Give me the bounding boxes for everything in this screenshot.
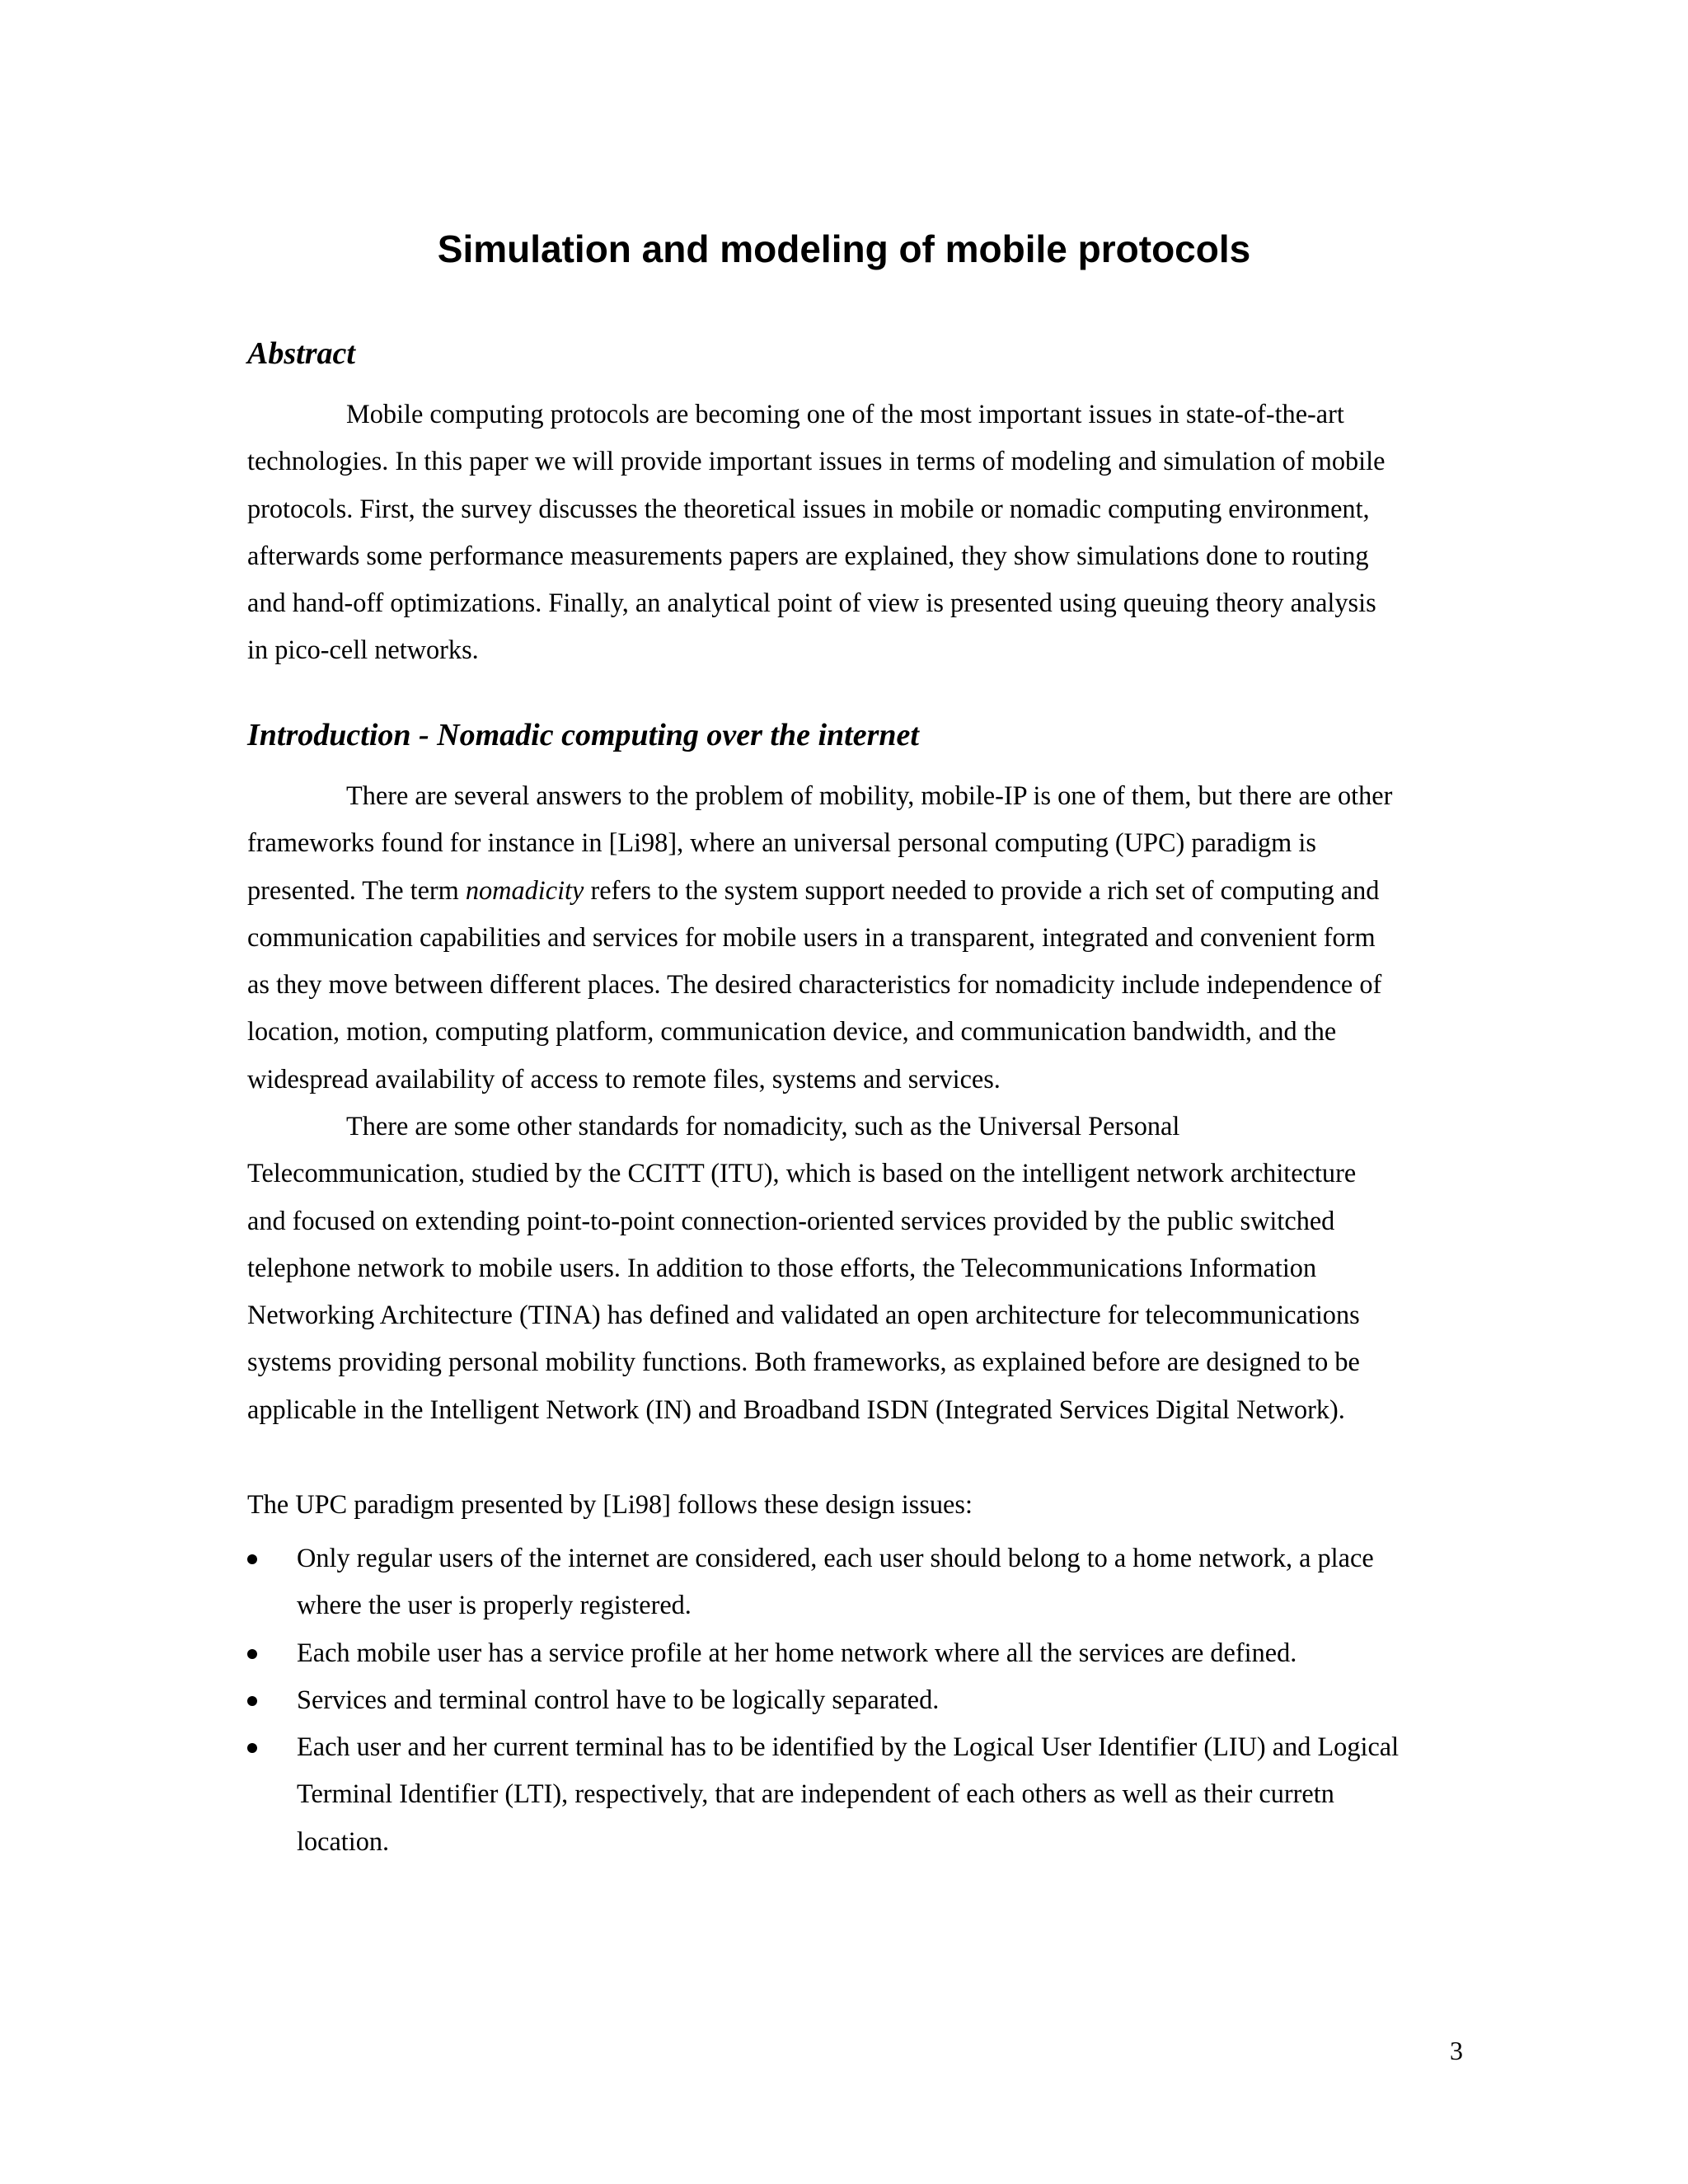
text-run: presented. The term: [247, 874, 466, 905]
text-line: applicable in the Intelligent Network (IN) and Broadband ISDN (Integrated Services Digital Network).: [247, 1394, 1345, 1424]
text-line: Each mobile user has a service profile at her home network where all the services are defined.: [297, 1637, 1297, 1667]
text-line: location.: [297, 1825, 390, 1856]
introduction-paragraph-2: [247, 1103, 1451, 1433]
text-line: The UPC paradigm presented by [Li98] follows these design issues:: [247, 1489, 973, 1519]
text-line: Mobile computing protocols are becoming one of the most important issues in state-of-the-art: [346, 399, 1344, 429]
page-number: 3: [1450, 2036, 1463, 2065]
text-run: refers to the system support needed to provide a rich set of computing and: [584, 874, 1380, 905]
text-line: [247, 867, 1451, 914]
list-item: [247, 1629, 1451, 1676]
text-line: Services and terminal control have to be logically separated.: [297, 1684, 940, 1714]
italic-term: nomadicity: [465, 874, 584, 905]
list-intro: [247, 1481, 1451, 1528]
text-line: Terminal Identifier (LTI), respectively, that are independent of each others as well as their curretn: [297, 1779, 1334, 1809]
text-line: Telecommunication, studied by the CCITT (ITU), which is based on the intelligent network architecture: [247, 1158, 1357, 1188]
text-line: and hand-off optimizations. Finally, an analytical point of view is presented using queuing theory analysis: [247, 588, 1376, 618]
text-line: location, motion, computing platform, communication device, and communication bandwidth, and the: [247, 1016, 1337, 1047]
bullet-icon: [247, 1649, 257, 1659]
text-line: communication capabilities and services for mobile users in a transparent, integrated and convenient form: [247, 921, 1376, 952]
text-line: There are several answers to the problem of mobility, mobile-IP is one of them, but there are other: [346, 780, 1393, 810]
text-line: Networking Architecture (TINA) has defined and validated an open architecture for telecommunications: [247, 1300, 1360, 1330]
design-issues-list: [247, 1535, 1451, 1865]
text-line: There are some other standards for nomadicity, such as the Universal Personal: [346, 1111, 1180, 1141]
text-line: in pico-cell networks.: [247, 635, 479, 665]
bullet-icon: [247, 1696, 257, 1706]
bullet-icon: [247, 1743, 257, 1753]
abstract-paragraph: [247, 391, 1451, 674]
introduction-heading: Introduction - Nomadic computing over the internet: [247, 718, 919, 752]
bullet-icon: [247, 1554, 257, 1564]
text-line: as they move between different places. The desired characteristics for nomadicity include independence of: [247, 969, 1382, 1000]
abstract-heading: Abstract: [247, 336, 355, 371]
text-line: systems providing personal mobility functions. Both frameworks, as explained before are designed to be: [247, 1347, 1360, 1377]
text-line: frameworks found for instance in [Li98], where an universal personal computing (UPC) paradigm is: [247, 827, 1316, 858]
text-line: where the user is properly registered.: [297, 1590, 692, 1620]
introduction-paragraph-1: [247, 772, 1451, 1103]
text-line: widespread availability of access to remote files, systems and services.: [247, 1063, 1001, 1094]
paper-title: Simulation and modeling of mobile protocols: [437, 227, 1251, 270]
text-line: telephone network to mobile users. In addition to those efforts, the Telecommunications Information: [247, 1252, 1317, 1282]
text-line: Only regular users of the internet are considered, each user should belong to a home network, a place: [297, 1543, 1374, 1572]
list-item: [247, 1676, 1451, 1723]
text-line: protocols. First, the survey discusses the theoretical issues in mobile or nomadic computing environment,: [247, 493, 1370, 523]
text-line: and focused on extending point-to-point connection-oriented services provided by the public switched: [247, 1205, 1335, 1235]
text-line: afterwards some performance measurements papers are explained, they show simulations done to routing: [247, 540, 1369, 570]
text-line: Each user and her current terminal has to be identified by the Logical User Identifier (LIU) and Logical: [297, 1732, 1400, 1762]
list-item: [247, 1723, 1451, 1865]
list-item: [247, 1535, 1451, 1629]
text-line: technologies. In this paper we will provide important issues in terms of modeling and simulation of mobile: [247, 446, 1386, 476]
